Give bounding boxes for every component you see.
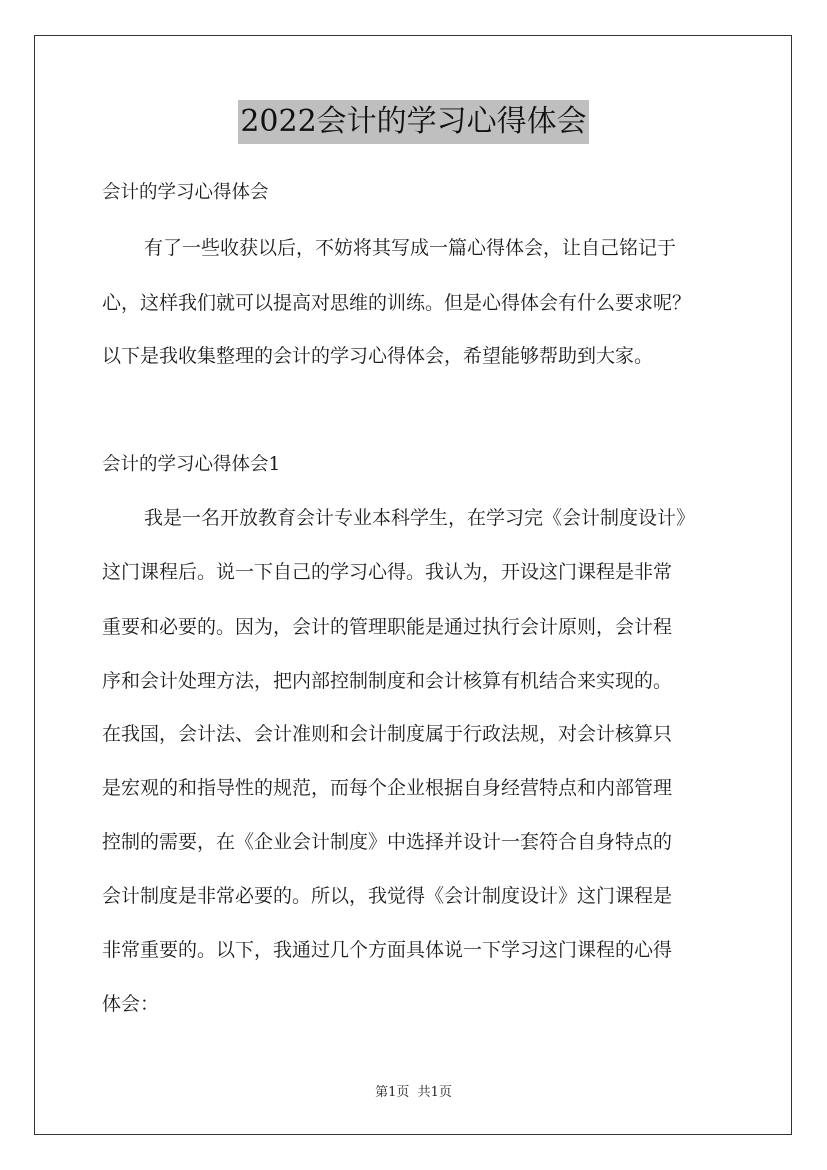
section1-paragraph-line: 序和会计处理方法，把内部控制制度和会计核算有机结合来实现的。 [102, 670, 673, 692]
intro-heading: 会计的学习心得体会 [102, 182, 269, 203]
document-title: 2022会计的学习心得体会 [238, 100, 588, 144]
section1-paragraph-line: 这门课程后。说一下自己的学习心得。我认为，开设这门课程是非常 [102, 561, 673, 583]
section1-paragraph-line: 非常重要的。以下，我通过几个方面具体说一下学习这门课程的心得 [102, 939, 673, 961]
intro-paragraph-line: 以下是我收集整理的会计的学习心得体会，希望能够帮助到大家。 [102, 345, 654, 367]
section1-paragraph-line: 重要和必要的。因为，会计的管理职能是通过执行会计原则，会计程 [102, 616, 673, 638]
page-number-footer: 第1页 共1页 [375, 1085, 452, 1100]
section1-heading: 会计的学习心得体会1 [102, 454, 281, 475]
title-container [0, 100, 827, 144]
section1-paragraph-line: 体会： [102, 993, 160, 1015]
section1-paragraph-line: 是宏观的和指导性的规范，而每个企业根据自身经营特点和内部管理 [102, 777, 673, 799]
section1-paragraph-line: 在我国，会计法、会计准则和会计制度属于行政法规，对会计核算只 [102, 723, 673, 745]
section1-paragraph-line: 控制的需要，在《企业会计制度》中选择并设计一套符合自身特点的 [102, 831, 673, 853]
section1-paragraph-line: 会计制度是非常必要的。所以，我觉得《会计制度设计》这门课程是 [102, 885, 673, 907]
section1-paragraph-line: 我是一名开放教育会计专业本科学生，在学习完《会计制度设计》 [144, 507, 696, 529]
intro-paragraph-line: 有了一些收获以后，不妨将其写成一篇心得体会，让自己铭记于 [144, 237, 677, 259]
intro-paragraph-line: 心，这样我们就可以提高对思维的训练。但是心得体会有什么要求呢？ [102, 292, 692, 314]
